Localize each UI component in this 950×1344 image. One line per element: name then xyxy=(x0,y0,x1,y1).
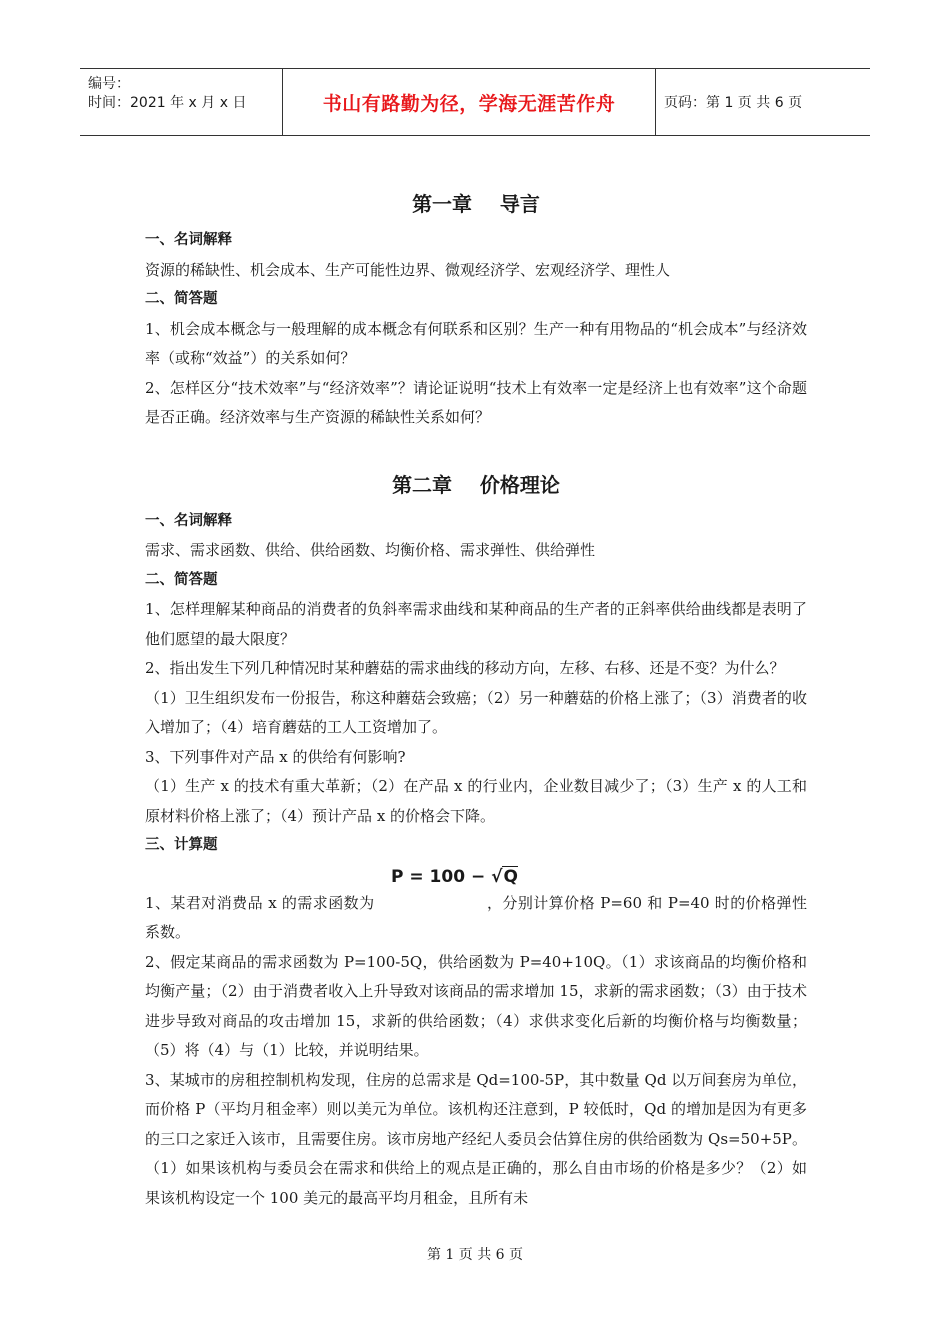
question-items: （1）生产 x 的技术有重大革新；（2）在产品 x 的行业内，企业数目减少了；（3）生产 x 的人工和原材料价格上涨了；（4）预计产品 x 的价格会下降。 xyxy=(145,777,807,825)
section-heading: 一、名词解释 xyxy=(145,512,232,529)
calculation-question: 2、假定某商品的需求函数为 P=100-5Q，供给函数为 P=40+10Q。（1）求该商品的均衡价格和均衡产量；（2）由于消费者收入上升导致对该商品的需求增加 15，求新的需求函数；（3）由于技术进步导致对商品的攻击增加 15，求新的供给函数；（4）求供求变化后新的均衡价格与均衡数量；（5）将（4）与（1）比较，并说明结果。 xyxy=(145,952,807,1059)
question-text: 1、某君对消费品 x 的需求函数为 xyxy=(145,893,375,912)
header-page-info: 页码：第 1 页 共 6 页 xyxy=(664,95,803,111)
chapter-title: 第二章 价格理论 xyxy=(392,472,560,497)
question: 2、怎样区分“技术效率”与“经济效率”？请论证说明“技术上有效率一定是经济上也有效率”这个命题是否正确。经济效率与生产资源的稀缺性关系如何？ xyxy=(145,378,807,426)
sqrt-symbol: √ xyxy=(491,866,503,887)
document-body xyxy=(145,182,807,1213)
chapter-title: 第一章 导言 xyxy=(412,192,540,216)
section-heading: 三、计算题 xyxy=(145,837,218,853)
header-meta xyxy=(80,69,282,135)
question: 1、机会成本概念与一般理解的成本概念有何联系和区别？生产一种有用物品的“机会成本”与经济效率（或称“效益”）的关系如何？ xyxy=(145,319,807,367)
header-motto: 书山有路勤为径，学海无涯苦作舟 xyxy=(282,69,656,135)
calculation-question: 3、某城市的房租控制机构发现，住房的总需求是 Qd=100-5P，其中数量 Qd 以万间套房为单位，而价格 P（平均月租金率）则以美元为单位。该机构还注意到，P 较低时，Qd 的增加是因为有更多的三口之家迁入该市，且需要住房。该市房地产经纪人委员会估算住房的供给函数为 Qs=50+5P。（1）如果该机构与委员会在需求和供给上的观点是正确的，那么自由市场的价格是多少？（2）如果该机构设定一个 100 美元的最高平均月租金，且所有未 xyxy=(145,1070,807,1207)
question: 1、怎样理解某种商品的消费者的负斜率需求曲线和某种商品的生产者的正斜率供给曲线都是表明了他们愿望的最大限度？ xyxy=(145,600,807,648)
question-text: ，分别计算价格 P=60 和 P=40 时的价格弹性系数。 xyxy=(145,893,807,941)
page-footer: 第 1 页 共 6 页 xyxy=(426,1247,524,1263)
question: 2、指出发生下列几种情况时某种蘑菇的需求曲线的移动方向，左移、右移、还是不变？为什么？ xyxy=(145,659,785,677)
document-number-label: 编号： xyxy=(88,76,130,92)
calculation-question xyxy=(145,861,807,948)
page-header xyxy=(80,68,870,136)
section-heading: 二、简答题 xyxy=(145,291,218,307)
document-date: 时间：2021 年 x 月 x 日 xyxy=(88,95,247,111)
question-items: （1）卫生组织发布一份报告，称这种蘑菇会致癌；（2）另一种蘑菇的价格上涨了；（3）消费者的收入增加了；（4）培育蘑菇的工人工资增加了。 xyxy=(145,688,807,736)
term-list: 需求、需求函数、供给、供给函数、均衡价格、需求弹性、供给弹性 xyxy=(145,541,596,559)
term-list: 资源的稀缺性、机会成本、生产可能性边界、微观经济学、宏观经济学、理性人 xyxy=(145,260,671,279)
question: 3、下列事件对产品 x 的供给有何影响? xyxy=(145,747,406,766)
demand-function-formula: P = 100 − √Q xyxy=(391,866,518,887)
section-heading: 二、简答题 xyxy=(145,571,218,588)
section-heading: 一、名词解释 xyxy=(145,232,232,248)
